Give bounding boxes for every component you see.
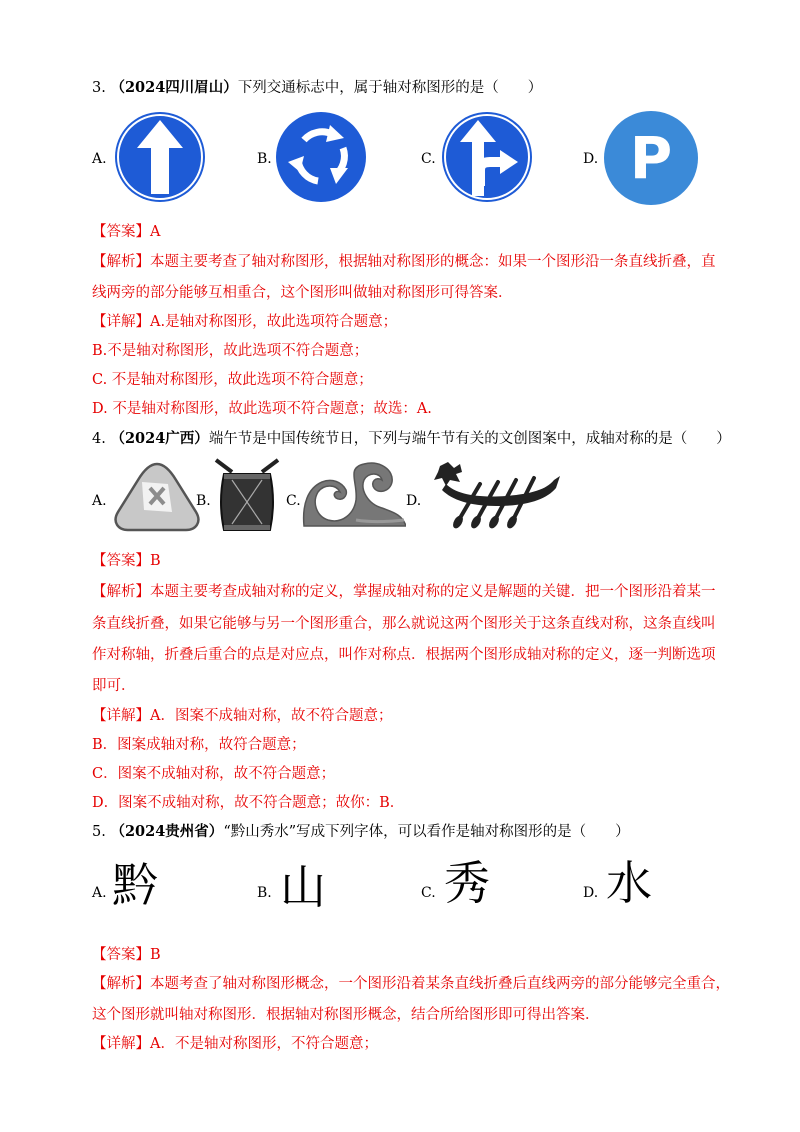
q5-option-b-glyph: 山: [280, 860, 326, 914]
q5-answer: 【答案】B: [92, 947, 161, 963]
q5-option-a-label: A.: [92, 885, 107, 901]
q5-option-d-glyph: 水: [606, 856, 652, 910]
q4-analysis-line-2: 条直线折叠，如果它能够与另一个图形重合，那么就说这两个图形关于这条直线对称，这条直线叫: [92, 616, 716, 632]
q4-detail-line-4: D．图案不成轴对称，故不符合题意；故你：B．: [92, 795, 405, 811]
q4-answer: 【答案】B: [92, 553, 161, 569]
zongzi-icon: [112, 460, 202, 532]
q4-analysis-line-1: 【解析】本题主要考查成轴对称的定义，掌握成轴对称的定义是解题的关键．把一个图形沿着某一: [92, 584, 716, 600]
drum-icon: [212, 458, 282, 534]
q4-detail-line-3: C．图案不成轴对称，故不符合题意；: [92, 766, 336, 782]
q4-option-c-label: C.: [286, 493, 301, 509]
straight-ahead-arrow-sign-icon: [113, 110, 207, 204]
straight-or-right-turn-sign-icon: [440, 110, 534, 204]
parking-sign-icon: [603, 110, 699, 206]
q3-detail-line-2: B.不是轴对称图形，故此选项不符合题意；: [92, 343, 369, 359]
q3-option-a-label: A.: [92, 151, 107, 167]
q3-detail-line-4: D. 不是轴对称图形，故此选项不符合题意；故选：A.: [92, 401, 432, 417]
roundabout-sign-icon: [274, 110, 368, 204]
svg-text:P: P: [629, 124, 673, 192]
q5-analysis-line-2: 这个图形就叫轴对称图形．根据轴对称图形概念，结合所给图形即可得出答案．: [92, 1007, 600, 1023]
q4-analysis-line-3: 作对称轴，折叠后重合的点是对应点，叫作对称点．根据两个图形成轴对称的定义，逐一判断选项: [92, 647, 716, 663]
q4-option-b-label: B.: [196, 493, 211, 509]
q5-detail-line-1: 【详解】A．不是轴对称图形，不符合题意；: [92, 1036, 378, 1052]
q4-detail-line-1: 【详解】A．图案不成轴对称，故不符合题意；: [92, 708, 393, 724]
q4-detail-line-2: B．图案成轴对称，故符合题意；: [92, 737, 306, 753]
q5-option-c-label: C.: [421, 885, 436, 901]
q5-option-b-label: B.: [257, 885, 272, 901]
q3-option-d-label: D.: [583, 151, 599, 167]
q4-analysis-line-4: 即可．: [92, 678, 136, 694]
q3-answer: 【答案】A: [92, 224, 161, 240]
q3-detail-line-1: 【详解】A.是轴对称图形，故此选项符合题意；: [92, 314, 398, 330]
q3-option-b-label: B.: [257, 151, 272, 167]
q5-option-d-label: D.: [583, 885, 599, 901]
q4-option-a-label: A.: [92, 493, 107, 509]
q3-analysis-line-1: 【解析】本题主要考查了轴对称图形，根据轴对称图形的概念：如果一个图形沿一条直线折叠，直: [92, 254, 716, 270]
q5-analysis-line-1: 【解析】本题考查了轴对称图形概念，一个图形沿着某条直线折叠后直线两旁的部分能够完全重合，: [92, 976, 730, 992]
q5-option-c-glyph: 秀: [444, 856, 490, 910]
wave-icon: [302, 460, 406, 528]
q5-stem: 5. （2024贵州省）“黔山秀水”写成下列字体，可以看作是轴对称图形的是（ ）: [92, 823, 630, 840]
dragon-boat-icon: [426, 460, 564, 530]
q3-analysis-line-2: 线两旁的部分能够互相重合，这个图形叫做轴对称图形可得答案．: [92, 285, 513, 301]
q5-option-a-glyph: 黔: [112, 858, 158, 912]
q4-stem: 4. （2024广西）端午节是中国传统节日，下列与端午节有关的文创图案中，成轴对称的是（ ）: [92, 430, 731, 447]
q3-detail-line-3: C. 不是轴对称图形，故此选项不符合题意；: [92, 372, 373, 388]
q3-option-c-label: C.: [421, 151, 436, 167]
q3-stem: 3. （2024四川眉山）下列交通标志中，属于轴对称图形的是（ ）: [92, 79, 543, 96]
q4-option-d-label: D.: [406, 493, 422, 509]
